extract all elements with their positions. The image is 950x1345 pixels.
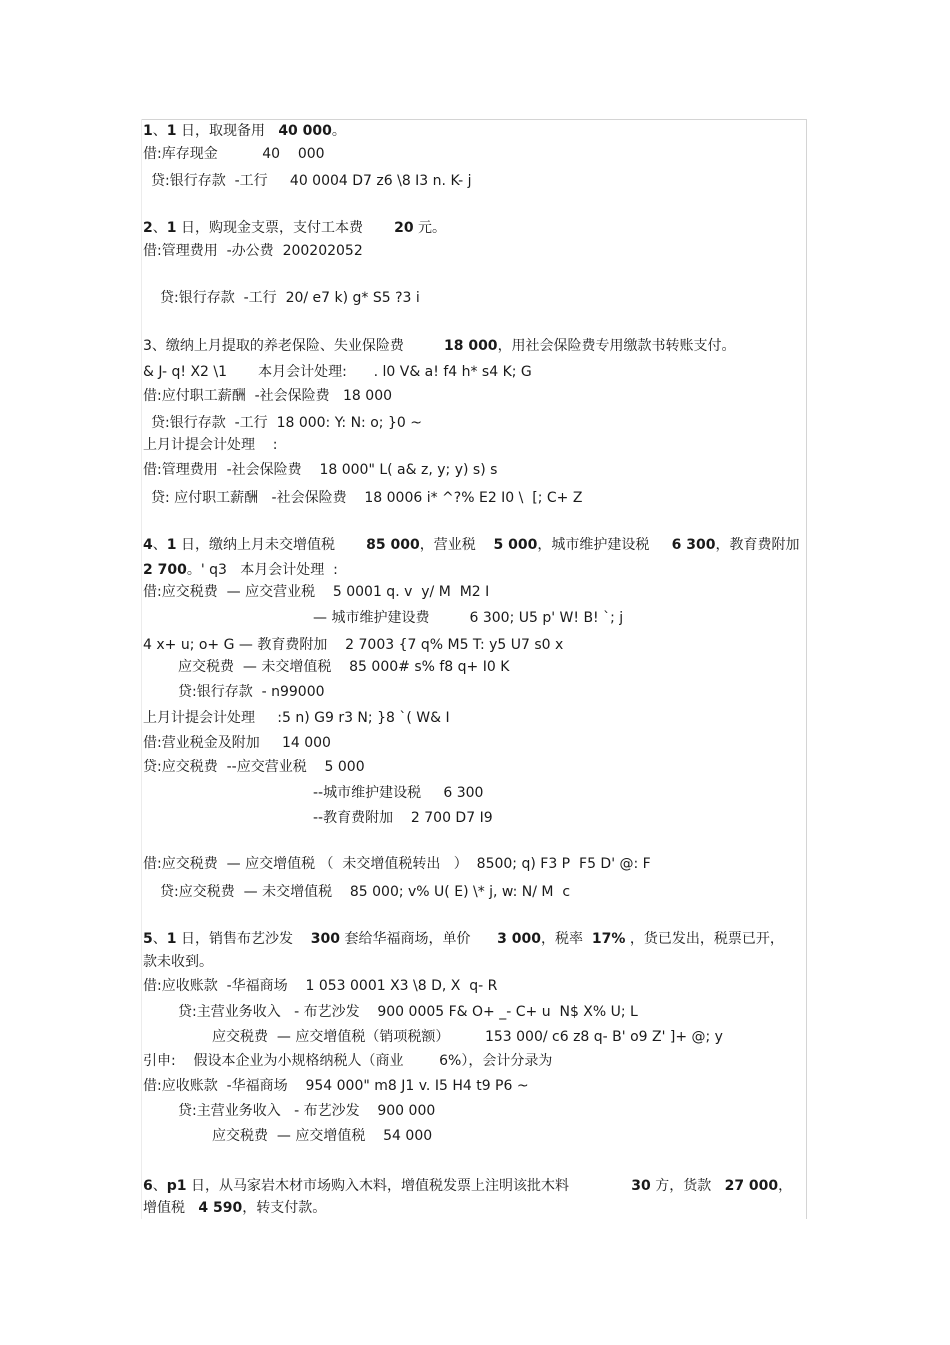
text-segment: 应交税费 — 应交增值税（销项税额） 153 000/ c6 z8 q- B' o9 Z' ]+ @; y xyxy=(212,1029,723,1045)
text-line xyxy=(151,414,422,432)
text-segment: ，用社会保险费专用缴款书转账支付。 xyxy=(497,338,736,354)
text-segment: 贷:应交税费 --应交营业税 5 000 xyxy=(143,759,365,775)
text-line xyxy=(143,1052,552,1070)
text-segment: 套给华福商场，单价 xyxy=(340,931,498,947)
bold-text: 1 xyxy=(166,931,177,947)
text-line xyxy=(143,461,497,479)
text-segment: 上月计提会计处理 : xyxy=(143,437,278,453)
text-segment: 。' q3 本月会计处理 : xyxy=(186,562,338,578)
bold-text: 1 xyxy=(166,123,177,139)
text-line xyxy=(143,145,325,163)
text-line xyxy=(143,709,450,727)
text-line xyxy=(143,758,365,776)
text-segment: & J- q! X2 \1 本月会计处理: . l0 V& a! f4 h* s4 K; G xyxy=(143,364,532,380)
text-line xyxy=(143,219,446,237)
text-line xyxy=(143,337,736,355)
bold-text: 17% xyxy=(591,931,626,947)
page-frame-right-border xyxy=(806,119,807,1219)
text-segment: ， xyxy=(778,1178,793,1194)
bold-text: 2 700 xyxy=(143,562,187,578)
text-line xyxy=(160,883,570,901)
bold-text: 2 xyxy=(143,220,153,236)
text-segment: 3、缴纳上月提取的养老保险、失业保险费 xyxy=(143,338,444,354)
text-line xyxy=(143,977,497,995)
text-segment: 贷: 应付职工薪酬 -社会保险费 18 0006 i* ^?% E2 I0 \ [; C+ Z xyxy=(151,490,583,506)
text-segment: ，城市维护建设税 xyxy=(537,537,672,553)
bold-text: 1 xyxy=(143,123,153,139)
bold-text: 300 xyxy=(310,931,340,947)
text-segment: 借:营业税金及附加 14 000 xyxy=(143,735,331,751)
bold-text: 6 xyxy=(143,1178,153,1194)
text-line xyxy=(178,683,325,701)
text-segment: 贷:应交税费 — 未交增值税 85 000; v% U( E) \* j, w: N/ M c xyxy=(160,884,571,900)
text-segment: 元。 xyxy=(413,220,447,236)
text-line xyxy=(143,583,489,601)
text-line xyxy=(143,1077,529,1095)
text-line xyxy=(143,1199,326,1217)
text-segment: 贷:银行存款 -工行 20/ e7 k) g* S5 ?3 i xyxy=(160,290,420,306)
text-line xyxy=(143,436,278,454)
bold-text: 4 590 xyxy=(198,1200,243,1216)
text-segment: 借:管理费用 -办公费 200202052 xyxy=(143,243,363,259)
text-segment: 、 xyxy=(152,931,167,947)
text-segment: 4 x+ u; o+ G — 教育费附加 2 7003 {7 q% M5 T: y5 U7 s0 x xyxy=(143,637,564,653)
bold-text: p1 xyxy=(166,1178,187,1194)
text-segment: ，营业税 xyxy=(419,537,494,553)
text-segment: 增值税 xyxy=(143,1200,199,1216)
text-line xyxy=(143,930,784,948)
text-line xyxy=(178,1003,638,1021)
text-segment: ，税率 xyxy=(541,931,592,947)
text-segment: 上月计提会计处理 :5 n) G9 r3 N; }8 `( W& I xyxy=(143,710,450,726)
text-segment: 借:应交税费 — 应交营业税 5 0001 q. v y/ M M2 I xyxy=(143,584,490,600)
text-segment: 借:管理费用 -社会保险费 18 000" L( a& z, y; y) s) s xyxy=(143,462,498,478)
page-frame-left-border xyxy=(141,119,142,1219)
text-segment: 应交税费 — 应交增值税 54 000 xyxy=(212,1128,433,1144)
bold-text: 5 000 xyxy=(493,537,538,553)
text-line xyxy=(143,387,392,405)
text-line xyxy=(143,536,799,554)
text-segment: 方，货款 xyxy=(650,1178,725,1194)
bold-text: 18 000 xyxy=(443,338,498,354)
text-segment: 贷:银行存款 -工行 18 000: Y: N: o; }0 ~ xyxy=(151,415,422,431)
bold-text: 20 xyxy=(394,220,414,236)
text-segment: 日，缴纳上月未交增值税 xyxy=(176,537,367,553)
text-segment: ，转支付款。 xyxy=(242,1200,327,1216)
text-segment: 借:应收账款 -华福商场 954 000" m8 J1 v. I5 H4 t9 P6 ~ xyxy=(143,1078,529,1094)
text-segment: 、 xyxy=(152,123,167,139)
text-segment: 日，取现备用 xyxy=(176,123,279,139)
text-line xyxy=(212,1028,723,1046)
text-line xyxy=(178,658,509,676)
text-line xyxy=(143,1177,792,1195)
text-segment: 。 xyxy=(331,123,346,139)
text-line xyxy=(143,636,563,654)
text-segment: 贷:主营业务收入 - 布艺沙发 900 0005 F& O+ _- C+ u N$ X% U; L xyxy=(178,1004,638,1020)
page-frame-top-border xyxy=(141,119,807,120)
text-line xyxy=(313,784,483,802)
text-line xyxy=(143,855,651,873)
text-segment: 贷:银行存款 - n99000 xyxy=(178,684,325,700)
text-line xyxy=(143,953,213,971)
text-line xyxy=(143,561,338,579)
text-line xyxy=(143,122,346,140)
text-segment: 日，购现金支票，支付工本费 xyxy=(176,220,395,236)
text-segment: 借:应交税费 — 应交增值税 （ 未交增值税转出 ） 8500; q) F3 P F5 D' @: F xyxy=(143,856,651,872)
text-segment: 、 xyxy=(152,537,167,553)
text-line xyxy=(178,1102,435,1120)
text-line xyxy=(160,289,420,307)
text-segment: --教育费附加 2 700 D7 I9 xyxy=(313,810,493,826)
text-line xyxy=(151,172,472,190)
text-segment: --城市维护建设税 6 300 xyxy=(313,785,484,801)
text-segment: 借:库存现金 40 000 xyxy=(143,146,325,162)
text-line xyxy=(151,489,582,507)
text-segment: 款未收到。 xyxy=(143,954,213,970)
bold-text: 5 xyxy=(143,931,153,947)
bold-text: 40 000 xyxy=(278,123,332,139)
bold-text: 4 xyxy=(143,537,153,553)
bold-text: 27 000 xyxy=(724,1178,779,1194)
text-segment: — 城市维护建设费 6 300; U5 p' W! B! `; j xyxy=(313,610,624,626)
text-segment: ，货已发出，税票已开， xyxy=(625,931,784,947)
text-line xyxy=(313,609,623,627)
bold-text: 1 xyxy=(166,220,177,236)
text-segment: 贷:银行存款 -工行 40 0004 D7 z6 \8 I3 n. K- j xyxy=(151,173,472,189)
text-line xyxy=(143,242,363,260)
text-segment: 引申: 假设本企业为小规格纳税人（商业 6%），会计分录为 xyxy=(143,1053,553,1069)
bold-text: 6 300 xyxy=(671,537,716,553)
text-segment: 、 xyxy=(152,1178,167,1194)
bold-text: 3 000 xyxy=(497,931,541,947)
text-segment: ，教育费附加 xyxy=(715,537,800,553)
bold-text: 85 000 xyxy=(366,537,420,553)
text-segment: 日，从马家岩木材市场购入木料，增值税发票上注明该批木料 xyxy=(186,1178,632,1194)
text-segment: 日，销售布艺沙发 xyxy=(176,931,311,947)
text-segment: 、 xyxy=(152,220,167,236)
text-line xyxy=(143,363,532,381)
text-segment: 应交税费 — 未交增值税 85 000# s% f8 q+ I0 K xyxy=(178,659,510,675)
bold-text: 1 xyxy=(166,537,177,553)
text-line xyxy=(143,734,331,752)
text-segment: 借:应付职工薪酬 -社会保险费 18 000 xyxy=(143,388,393,404)
bold-text: 30 xyxy=(631,1178,651,1194)
text-segment: 借:应收账款 -华福商场 1 053 0001 X3 \8 D, X q- R xyxy=(143,978,498,994)
text-segment: 贷:主营业务收入 - 布艺沙发 900 000 xyxy=(178,1103,436,1119)
text-line xyxy=(212,1127,432,1145)
text-line xyxy=(313,809,493,827)
